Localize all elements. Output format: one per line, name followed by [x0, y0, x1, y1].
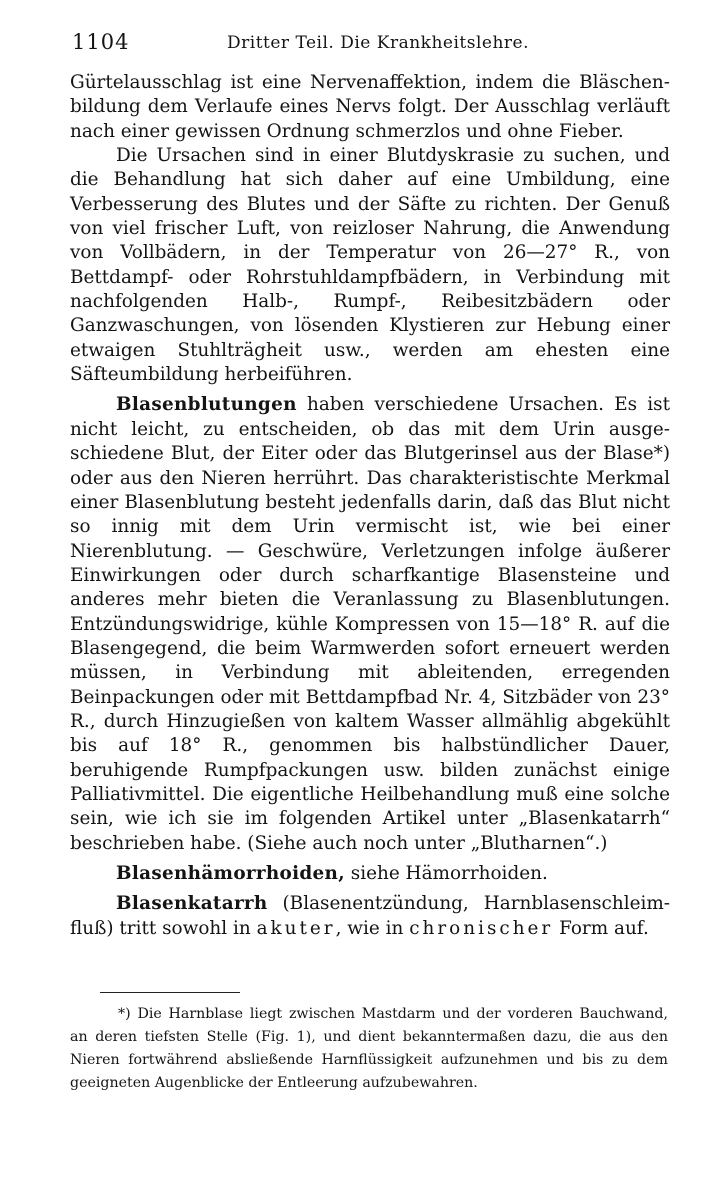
page-number: 1104 [72, 30, 130, 54]
entry-text: , wie in [335, 917, 410, 939]
entry-text: Form auf. [553, 917, 649, 939]
paragraph-ursachen: Die Ursachen sind in einer Blutdyskrasie zu suchen, und die Behandlung hat sich daher auf eine Umbildung, eine Verbesserung des Blutes und der Säfte zu richten. Der Genuß von viel frischer Luft, von reizloser Nahrung, die Anwendung von Vollbädern, in der Temperatur von 26—27° R., von Bettdampf- oder Rohrstuhldampfbädern, in Verbindung mit nachfolgenden Halb-, Rumpf-, Reibesitzbädern oder Ganzwaschungen, von lösenden Klystieren zur Hebung einer etwaigen Stuhlträgheit usw., werden am ehesten eine Säfteumbildung herbeiführen. [70, 145, 670, 386]
emphasis-akut: akuter [256, 917, 336, 939]
footnote [70, 1003, 668, 1095]
entry-blasenhaemorrhoiden [70, 862, 670, 886]
entry-text: (Blasenentzündung, Harnblasenschleimfluß) tritt sowohl in [70, 893, 670, 939]
emphasis-chronisch: chronischer [409, 917, 554, 939]
main-text [70, 71, 670, 941]
entry-term: Blasenhämorrhoiden, [116, 863, 345, 884]
paragraph-guertelausschlag: Gürtelausschlag ist eine Nervenaffektion, indem die Bläschenbildung dem Verlaufe eines Nervs folgt. Der Ausschlag verläuft nach einer gewissen Ordnung schmerzlos und ohne Fieber. [70, 72, 670, 142]
entry-term: Blasenblutungen [116, 394, 297, 416]
running-head: Dritter Teil. Die Krankheitslehre. [227, 33, 529, 53]
footnote-text: *) Die Harnblase liegt zwischen Mastdarm und der vorderen Bauchwand, an deren tiefsten Stelle (Fig. 1), und dient bekanntermaßen dazu, die aus den Nieren fortwährend absließende Harnflüssigkeit aufzunehmen und bis zu dem geeigneten Augenblicke der Entleerung aufzubewahren. [70, 1006, 668, 1091]
footnote-divider [100, 992, 240, 993]
page-header [72, 30, 672, 60]
entry-term: Blasenkatarrh [116, 893, 268, 915]
entry-text: siehe Hämorrhoiden. [344, 863, 548, 884]
entry-blasenblutungen [70, 393, 670, 856]
entry-blasenkatarrh [70, 892, 670, 941]
entry-text: haben verschiedene Ursachen. Es ist nicht leicht, zu entscheiden, ob das mit dem Urin ausgeschiedene Blut, der Eiter oder das Blutgerinsel aus der Blase*) oder aus den Nieren herrührt. Das charakteristischte Merkmal einer Blasenblutung besteht jedenfalls darin, daß das Blut nicht so innig mit dem Urin vermischt ist, wie bei einer Nierenblutung. — Geschwüre, Verletzungen infolge äußerer Einwirkungen oder durch scharfkantige Blasensteine und anderes mehr bieten die Veranlassung zu Blasenblutungen. Entzündungswidrige, kühle Kompressen von 15—18° R. auf die Blasengegend, die beim Warmwerden sofort erneuert werden müssen, in Verbindung mit ableitenden, erregenden Beinpackungen oder mit Bettdampfbad Nr. 4, Sitzbäder von 23° R., durch Hinzugießen von kaltem Wasser allmählig abgekühlt bis auf 18° R., genommen bis halbstündlicher Dauer, beruhigende Rumpfpackungen usw. bilden zunächst einige Palliativmittel. Die eigentliche Heilbehandlung muß eine solche sein, wie ich sie im folgenden Artikel unter „Blasenkatarrh“ beschrieben habe. (Siehe auch noch unter „Blutharnen“.) [70, 394, 670, 854]
